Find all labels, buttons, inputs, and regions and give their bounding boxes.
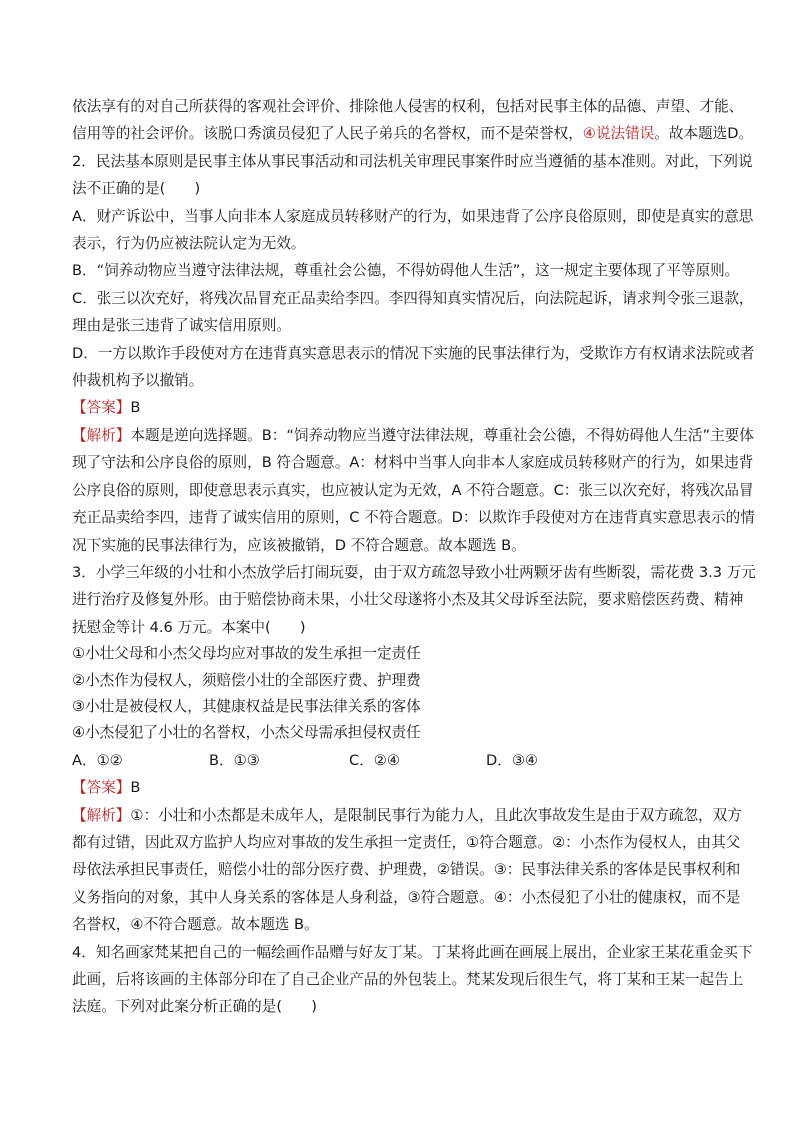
highlight-text: ④说法错误 [582,125,655,143]
option-c: C．②④ [349,751,400,769]
question-2-option-a: A．财产诉讼中，当事人向非本人家庭成员转移财产的行为，如果违背了公序良俗原则，即使是真实的意思 [72,207,754,225]
question-2-stem: 2．民法基本原则是民事主体从事民事活动和司法机关审理民事案件时应当遵循的基本准则。对此，下列说 [72,152,753,170]
question-2-stem: 法不正确的是( ) [72,180,201,198]
question-4-stem: 法庭。下列对此案分析正确的是( ) [72,998,317,1016]
option-a: A．①② [72,751,123,769]
question-2-option-b: B．“饲养动物应当遵守法律法规，尊重社会公德，不得妨碍他人生活”，这一规定主要体现了平等原则。 [72,262,740,280]
question-2-option-d: D．一方以欺诈手段使对方在违背真实意思表示的情况下实施的民事法律行为，受欺诈方有权请求法院或者 [72,344,755,362]
question-3-explanation: 名誉权，④不符合题意。故本题选 B。 [72,916,319,934]
option-d: D．③④ [486,751,538,769]
question-3-statement: ②小杰作为侵权人，须赔偿小壮的全部医疗费、护理费 [72,671,421,689]
option-b: B．①③ [209,751,260,769]
question-4-stem: 4．知名画家梵某把自己的一幅绘画作品赠与好友丁某。丁某将此画在画展上展出，企业家王某花重金买下 [72,943,753,961]
explanation-text: 本题是逆向选择题。B：“饲养动物应当遵守法律法规，尊重社会公德，不得妨碍他人生活”主要体 [130,426,754,444]
question-3-explanation: 义务指向的对象，其中人身关系的客体是人身利益，③符合题意。④：小杰侵犯了小壮的健康权，而不是 [72,888,741,906]
question-3-stem: 抚慰金等计 4.6 万元。本案中( ) [72,618,306,636]
question-2-option-c: 理由是张三违背了诚实信用原则。 [72,317,291,335]
question-3-statement: ④小杰侵犯了小壮的名誉权，小杰父母需承担侵权责任 [72,724,421,742]
question-2-explanation: 公序良俗的原则，即使意思表示真实，也应被认定为无效，A 不符合题意。C：张三以次充好，将残次品冒 [72,481,754,499]
question-2-explanation: 现了守法和公序良俗的原则，B 符合题意。A：材料中当事人向非本人家庭成员转移财产的行为，如果违背 [72,454,754,472]
question-2-explanation: 充正品卖给李四，违背了诚实信用的原则，C 不符合题意。D：以欺诈手段使对方在违背真实意思表示的情 [72,509,755,527]
answer-label: 【答案】 [72,779,131,797]
explanation-text: ①：小壮和小杰都是未成年人，是限制民事行为能力人，且此次事故发生是由于双方疏忽，双方 [130,806,742,824]
document-body [72,93,756,1021]
text-span: 。故本题选D。 [654,125,754,143]
text-span: 信用等的社会评价。该脱口秀演员侵犯了人民子弟兵的名誉权，而不是荣誉权， [72,125,583,143]
question-3-statement: ①小壮父母和小杰父母均应对事故的发生承担一定责任 [72,645,421,663]
question-3-options [72,747,732,774]
question-2-option-d: 仲裁机构予以撤销。 [72,372,204,390]
explanation-label: 【解析】 [72,426,131,444]
question-2-explanation [72,422,754,449]
question-3-explanation [72,802,742,829]
question-2-option-a: 表示，行为仍应被法院认定为无效。 [72,235,306,253]
question-3-statement: ③小壮是被侵权人，其健康权益是民事法律关系的客体 [72,697,421,715]
question-3-stem: 进行治疗及修复外形。由于赔偿协商未果，小壮父母遂将小杰及其父母诉至法院，要求赔偿医药费、精神 [72,591,744,609]
question-3-stem: 3．小学三年级的小壮和小杰放学后打闹玩耍，由于双方疏忽导致小壮两颗牙齿有些断裂，需花费 3.3 万元 [72,563,756,581]
answer-label: 【答案】 [72,399,131,417]
answer-value: B [130,399,141,417]
question-2-option-c: C．张三以次充好，将残次品冒充正品卖给李四。李四得知真实情况后，向法院起诉，请求判令张三退款， [72,289,754,307]
question-3-answer [72,774,732,801]
answer-value: B [130,779,141,797]
question-2-explanation: 况下实施的民事法律行为，应该被撤销，D 不符合题意。故本题选 B。 [72,536,526,554]
paragraph-line [72,120,754,147]
question-4-stem: 此画，后将该画的主体部分印在了自己企业产品的外包装上。梵某发现后很生气，将丁某和王某一起告上 [72,971,744,988]
explanation-label: 【解析】 [72,806,131,824]
question-2-answer [72,394,732,421]
question-3-explanation: 都有过错，因此双方监护人均应对事故的发生承担一定责任，①符合题意。②：小杰作为侵权人，由其父 [72,833,741,851]
paragraph-line: 依法享有的对自己所获得的客观社会评价、排除他人侵害的权利，包括对民事主体的品德、声望、才能、 [72,98,744,115]
question-3-explanation: 母依法承担民事责任，赔偿小壮的部分医疗费、护理费，②错误。③：民事法律关系的客体是民事权利和 [72,861,741,879]
